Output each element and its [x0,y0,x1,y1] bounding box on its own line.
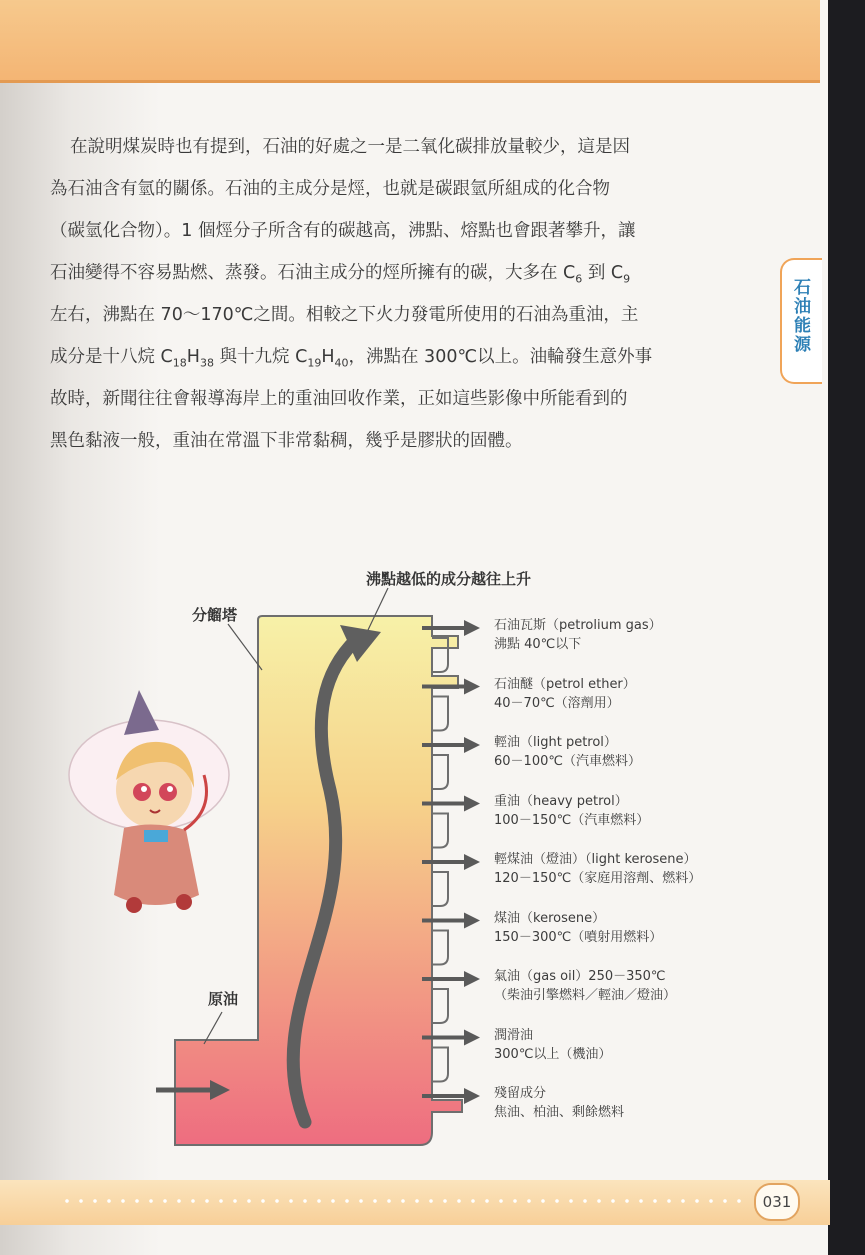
text-run: 在說明煤炭時也有提到，石油的好處之一是二氧化碳排放量較少，這是因 [70,137,630,157]
fraction-line2: （柴油引擎燃料／輕油／燈油） [494,988,677,1003]
subscript: 40 [334,356,349,370]
crude-oil-label: 原油 [208,990,239,1008]
output-arrowhead [464,913,480,929]
output-arrowhead [464,620,480,636]
mascot-character-illustration [64,680,234,920]
fraction-line1: 氣油（gas oil）250－350℃ [494,969,666,984]
fraction-label [494,616,662,654]
output-arrowhead [464,1088,480,1104]
tray-notch [432,697,448,731]
fraction-line2: 300℃以上（機油） [494,1046,612,1062]
text-run: 成分是十八烷 C [50,347,173,367]
body-paragraph [50,126,750,462]
fraction-label [494,792,649,830]
text-run: H [321,347,335,367]
body-line [50,126,750,168]
fraction-label [494,733,641,771]
tray-notch [432,1048,448,1082]
text-run: ，沸點在 300℃以上。油輪發生意外事 [348,347,653,367]
body-line [50,294,750,336]
tower-outlet-taps [432,638,448,1082]
fraction-line2: 沸點 40℃以下 [494,637,582,652]
tray-notch [432,872,448,906]
page-number: 031 [754,1183,800,1221]
fraction-label [494,967,676,1005]
body-line [50,210,750,252]
fraction-label [494,675,636,713]
text-run: 故時，新聞往往會報導海岸上的重油回收作業，正如這些影像中所能看到的 [50,389,628,409]
output-arrowhead [464,796,480,812]
fraction-line1: 輕油（light petrol） [494,735,617,750]
body-line [50,336,750,378]
subscript: 19 [307,356,322,370]
fraction-line1: 石油醚（petrol ether） [494,676,636,692]
tower-label-leader [228,624,262,670]
top-label: 沸點越低的成分越往上升 [366,570,532,588]
chapter-side-tab-label: 石油能源 [790,278,810,354]
text-run: 黑色黏液一般，重油在常溫下非常黏稠，幾乎是膠狀的固體。 [50,431,523,451]
output-arrowhead [464,1030,480,1046]
text-run: H [186,347,200,367]
text-run: （碳氫化合物）。1 個烴分子所含有的碳越高，沸點、熔點也會跟著攀升，讓 [50,221,636,241]
text-run: 為石油含有氫的關係。石油的主成分是烴，也就是碳跟氫所組成的化合物 [50,179,610,199]
output-arrowhead [464,679,480,695]
fraction-label [494,1084,624,1122]
tower-label: 分餾塔 [192,606,238,624]
tray-notch [432,755,448,789]
text-run: 石油變得不容易點燃、蒸發。石油主成分的烴所擁有的碳，大多在 C [50,263,576,283]
subscript: 6 [575,272,583,286]
output-arrowhead [464,854,480,870]
fraction-label [494,1026,611,1064]
footer-dotted-line [60,1199,750,1203]
text-run: 左右，沸點在 70～170℃之間。相較之下火力發電所使用的石油為重油，主 [50,305,639,325]
body-line [50,168,750,210]
subscript: 18 [172,356,187,370]
fraction-line1: 重油（heavy petrol） [494,793,628,809]
text-run: 到 C [582,263,624,283]
fraction-line2: 150－300℃（噴射用燃料） [494,929,663,945]
header-band [0,0,820,83]
chapter-side-tab[interactable] [780,258,822,384]
fraction-line2: 60－100℃（汽車燃料） [494,754,641,769]
fraction-line2: 100－150℃（汽車燃料） [494,812,650,828]
text-run: 與十九烷 C [213,347,308,367]
fraction-line2: 120－150℃（家庭用溶劑、燃料） [494,871,702,886]
tray-notch [432,989,448,1023]
fraction-line1: 石油瓦斯（petrolium gas） [494,618,662,633]
fraction-line1: 輕煤油（燈油）（light kerosene） [494,852,697,867]
tray-notch [432,814,448,848]
subscript: 38 [199,356,214,370]
output-arrowhead [464,971,480,987]
output-arrowhead [464,737,480,753]
fraction-label [494,909,662,947]
subscript: 9 [623,272,631,286]
fraction-label [494,850,701,888]
body-line [50,252,750,294]
fraction-line1: 煤油（kerosene） [494,910,606,926]
fraction-line1: 殘留成分 [494,1086,547,1101]
body-line [50,378,750,420]
fraction-line1: 潤滑油 [494,1027,534,1043]
fraction-line2: 40－70℃（溶劑用） [494,695,620,711]
fraction-line2: 焦油、柏油、剩餘燃料 [494,1105,625,1120]
tray-notch [432,931,448,965]
body-line [50,420,750,462]
